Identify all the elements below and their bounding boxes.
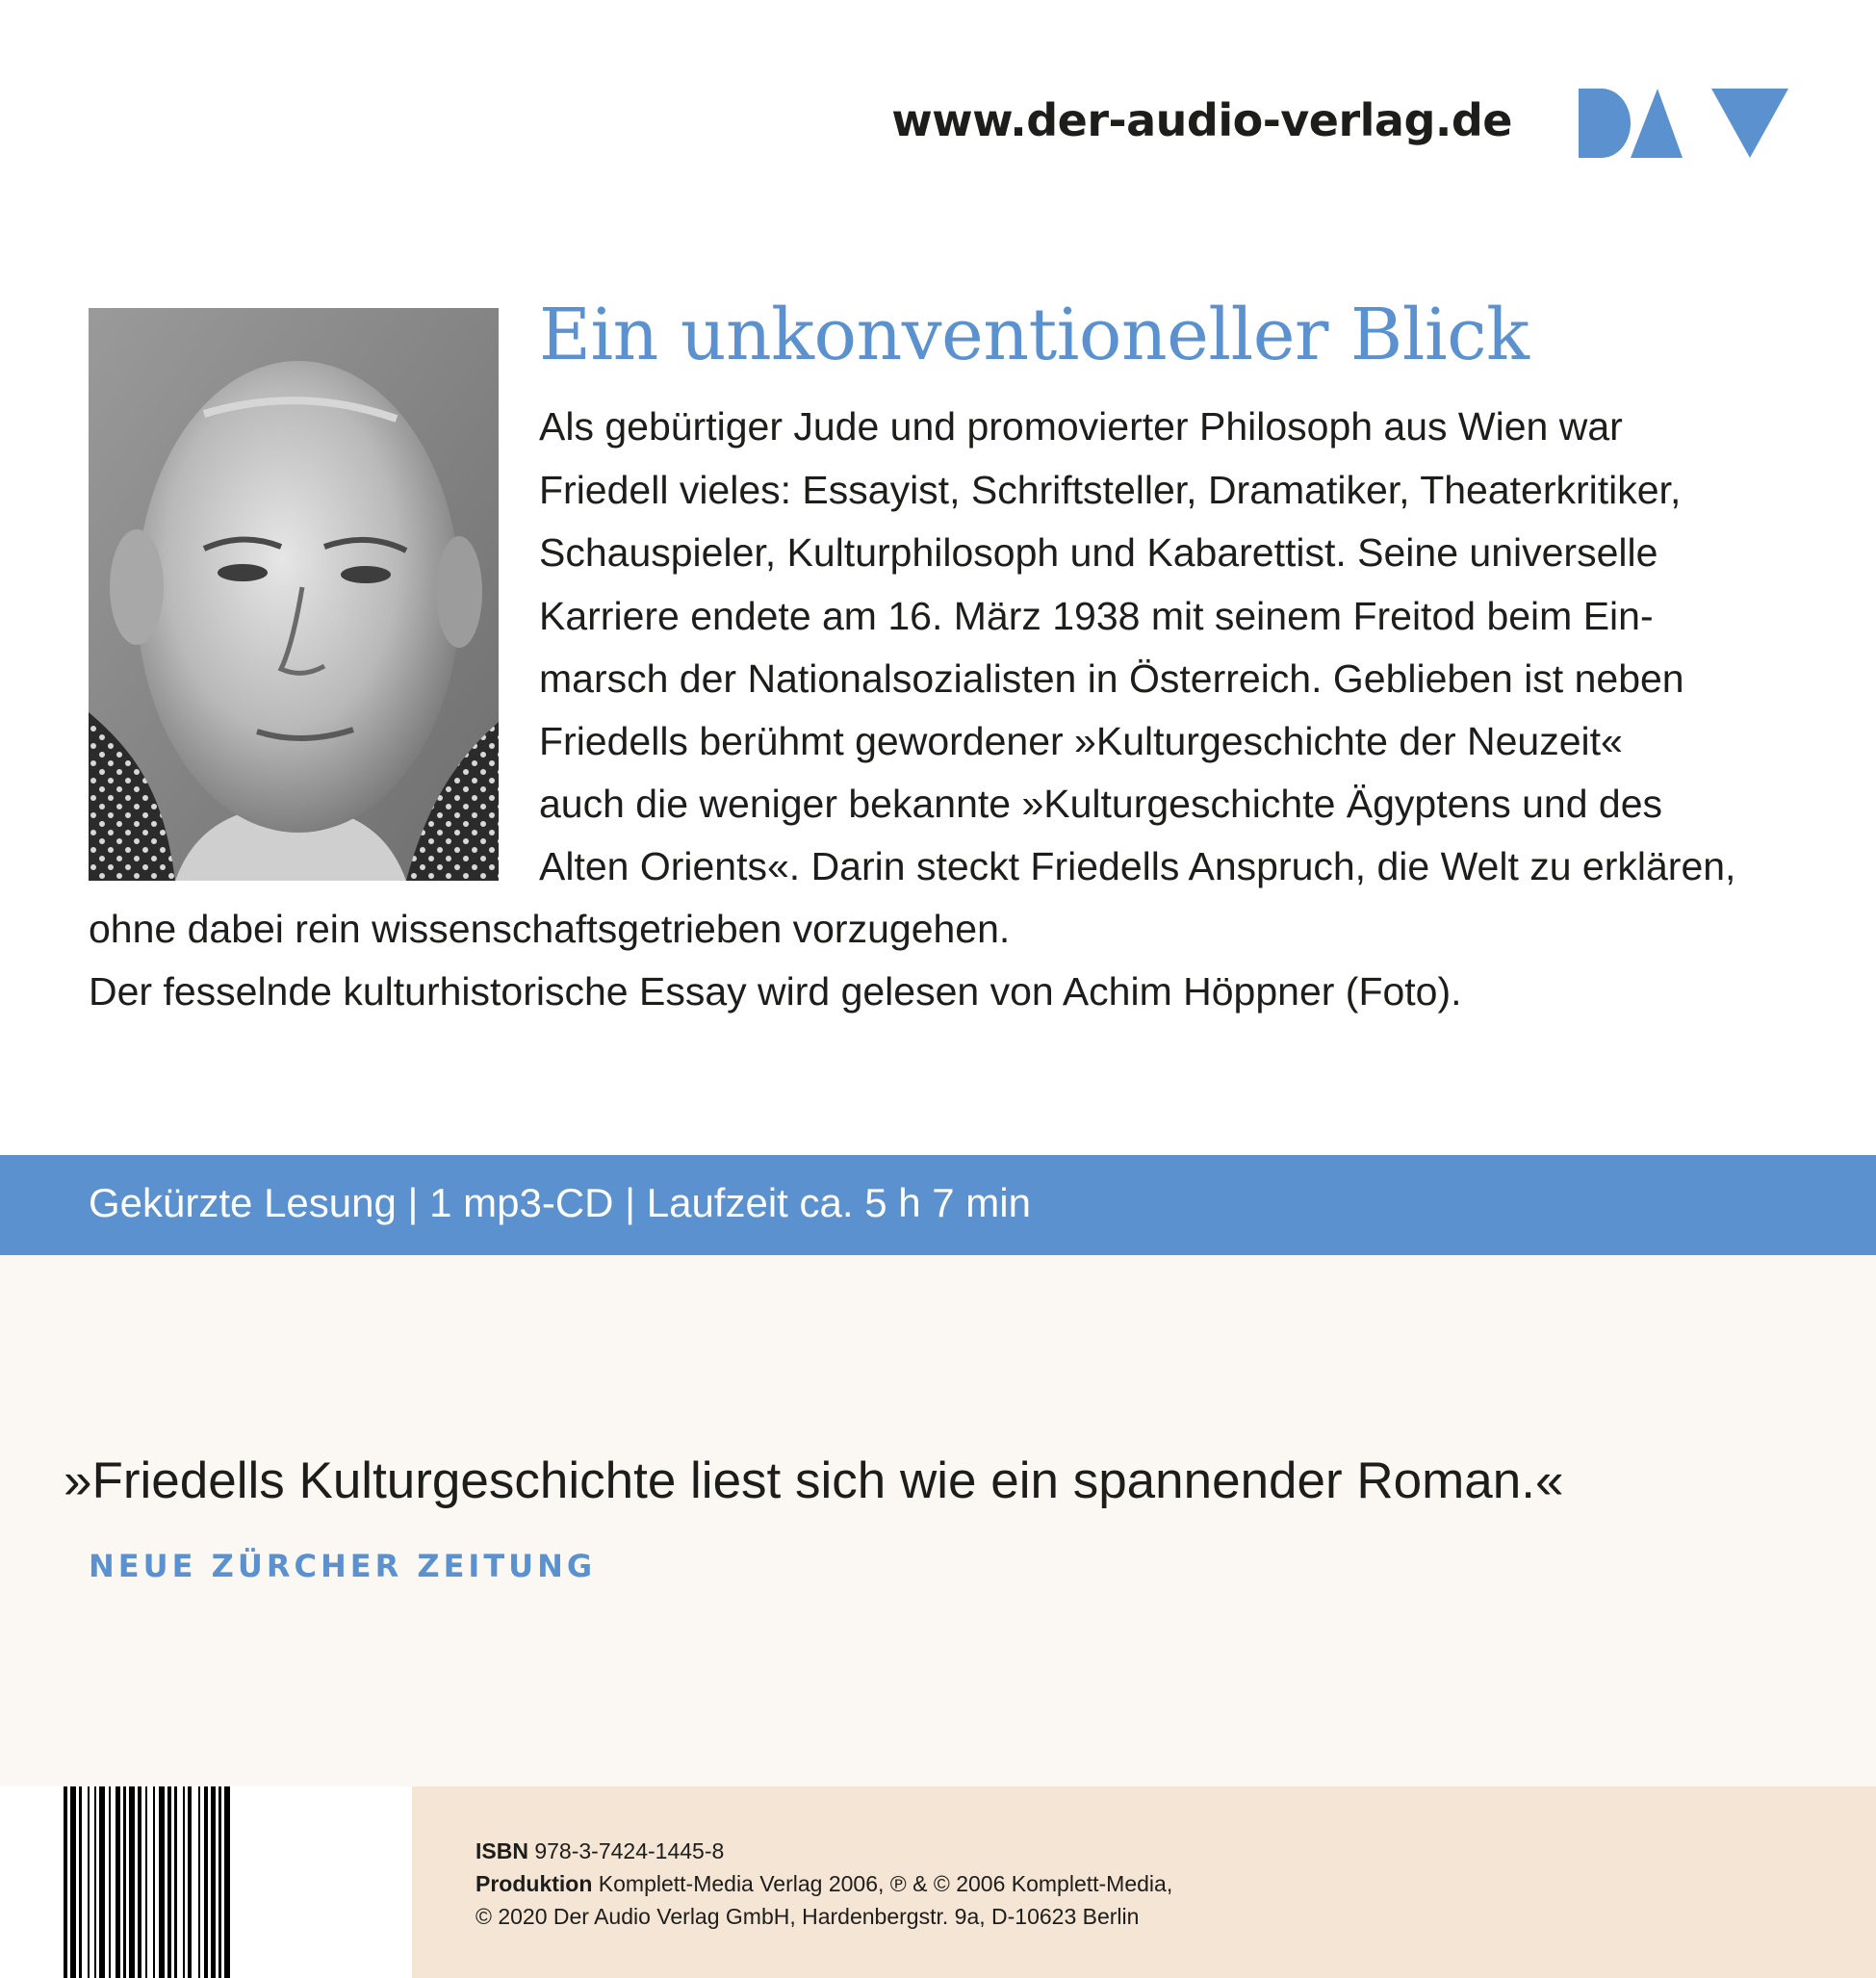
headline: Ein unkonventioneller Blick	[539, 294, 1529, 376]
copyright-row: © 2020 Der Audio Verlag GmbH, Hardenbergstr. 9a, D-10623 Berlin	[475, 1904, 1140, 1929]
description-line: ohne dabei rein wissenschaftsgetrieben vorzugehen.	[89, 907, 1011, 951]
description-line: Alten Orients«. Darin steckt Friedells Anspruch, die Welt zu erklären,	[539, 844, 1736, 888]
description-line: Friedell vieles: Essayist, Schriftsteller, Dramatiker, Theaterkritiker,	[539, 468, 1682, 512]
dav-logo-icon	[1579, 89, 1788, 158]
production-row	[475, 1867, 1172, 1900]
description-line: Karriere endete am 16. März 1938 mit seinem Freitod beim Ein-	[539, 594, 1654, 638]
product-info-text: Gekürzte Lesung | 1 mp3-CD | Laufzeit ca. 5 h 7 min	[89, 1180, 1031, 1225]
press-quote-section	[0, 1255, 1876, 1786]
press-quote-source: NEUE ZÜRCHER ZEITUNG	[89, 1548, 597, 1584]
isbn-label: ISBN	[475, 1838, 528, 1863]
publisher-url[interactable]: www.der-audio-verlag.de	[891, 94, 1512, 146]
isbn-value: 978-3-7424-1445-8	[534, 1838, 725, 1863]
barcode-section	[0, 1786, 412, 1978]
description-line: auch die weniger bekannte »Kulturgeschichte Ägyptens und des	[539, 782, 1663, 826]
description-line: Der fesselnde kulturhistorische Essay wird gelesen von Achim Höppner (Foto).	[89, 969, 1462, 1014]
product-info-band	[0, 1155, 1876, 1255]
press-quote: »Friedells Kulturgeschichte liest sich wie ein spannender Roman.«	[64, 1452, 1564, 1509]
production-value: Komplett-Media Verlag 2006, ℗ & © 2006 Komplett-Media,	[598, 1871, 1173, 1896]
description-line: Friedells berühmt gewordener »Kulturgeschichte der Neuzeit«	[539, 719, 1623, 763]
description-line: marsch der Nationalsozialisten in Österreich. Geblieben ist neben	[539, 656, 1684, 701]
production-label: Produktion	[475, 1871, 593, 1896]
description-line: Schauspieler, Kulturphilosoph und Kabarettist. Seine universelle	[539, 530, 1658, 575]
portrait-photo-icon	[89, 308, 499, 881]
imprint-section	[412, 1786, 1876, 1978]
isbn-row	[475, 1835, 1172, 1867]
imprint	[475, 1835, 1172, 1933]
barcode-icon	[64, 1786, 350, 1978]
description-line: Als gebürtiger Jude und promovierter Philosoph aus Wien war	[539, 404, 1623, 449]
